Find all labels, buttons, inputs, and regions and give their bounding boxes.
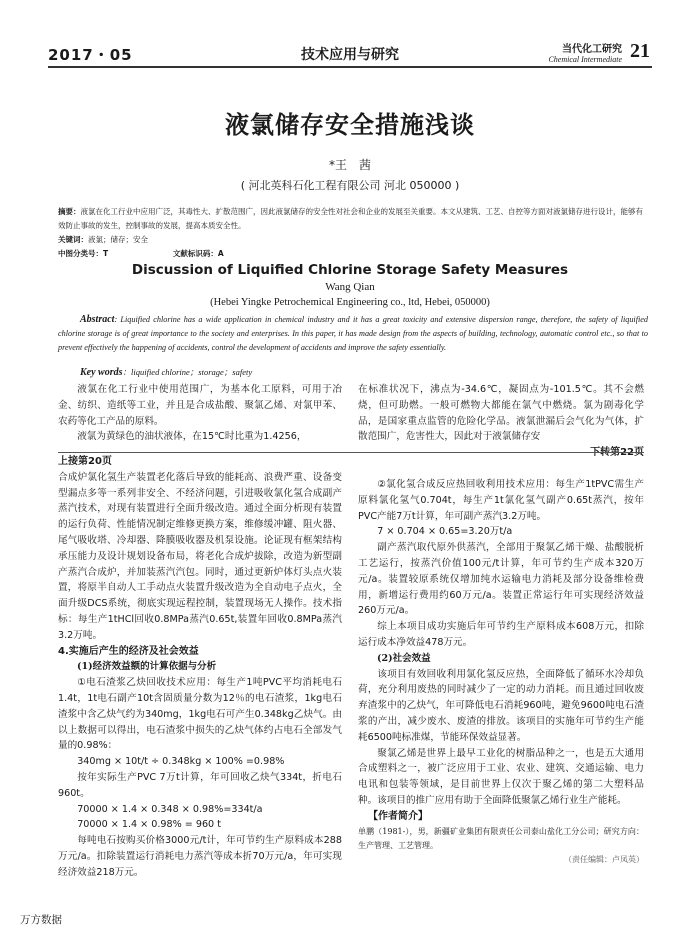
body-paragraph: 每吨电石按购买价格3000元/t计，年可节约生产原料成本288万元/a。扣除装置运行消耗电力蒸汽等成本折70万元/a，年可实现经济效益218万元。 xyxy=(58,835,342,878)
intro-left-column xyxy=(58,382,342,445)
journal-name-cn: 当代化工研究 xyxy=(562,44,622,55)
continued-to-label xyxy=(358,445,644,461)
body-paragraph: 副产蒸汽取代原外供蒸汽，全部用于聚氯乙烯干燥、盐酸脱析工艺运行，按蒸汽价值100元/t计算，年可节约生产成本320万元/a。装置较原系统仅增加纯水运输电力消耗及部分设备维检费用，新增运行费用约60万元/a。装置正常运行年可实现经济效益260万元/a。 xyxy=(358,542,644,617)
clc-label: 中图分类号： xyxy=(58,249,103,258)
article-author: *王 茜 xyxy=(328,158,371,172)
intro-paragraph: 液氯在化工行业中使用范围广，为基本化工原料，可用于冶金、纺织、造纸等工业，并且是合成盐酸、聚氯乙烯、对氯甲苯、农药等化工产品的原料。 xyxy=(58,384,342,427)
formula: 340mg × 10t/t ÷ 0.348kg × 100% =0.98% xyxy=(77,756,285,768)
header-rule xyxy=(48,66,652,68)
formula: 70000 × 1.4 × 0.348 × 0.98%=334t/a xyxy=(77,803,263,815)
journal-name-en: Chemical Intermediate xyxy=(548,55,622,64)
english-author: Wang Qian xyxy=(325,281,375,293)
body-paragraph: ①电石渣浆乙炔回收技术应用：每生产1吨PVC平均消耗电石1.4t，1t电石副产10t含固质量分数为12％的电石渣浆，1kg电石渣浆中含乙炔气约为340mg，1kg电石可产生0.348kg乙炔气。由以上数据可以得出，电石渣浆中损失的乙炔气体约占电石全部发气量的0.98%： xyxy=(58,677,342,752)
section-divider xyxy=(58,452,644,453)
english-title: Discussion of Liquified Chlorine Storage Safety Measures xyxy=(131,262,569,278)
issue-number: 2017・05 xyxy=(48,46,133,64)
formula: 7 × 0.704 × 0.65=3.20万t/a xyxy=(377,526,513,538)
body-paragraph: 按年实际生产PVC 7万t计算，年可回收乙炔气334t，折电石960t。 xyxy=(58,771,342,799)
body-paragraph: 聚氯乙烯是世界上最早工业化的树脂品种之一，也是五大通用合成塑料之一，被广泛应用于工业、农业、建筑、交通运输、电力电讯和包装等领域，是目前世界上仅次于聚乙烯的第二大塑料品种。该项目的推广应用有助于全面降低聚氯乙烯行业生产能耗。 xyxy=(358,747,644,806)
continuation-left-column xyxy=(58,454,342,881)
body-paragraph: 该项目有效回收利用氯化氢反应热，全面降低了循环水冷却负荷，充分利用废热的同时减少了一定的动力消耗。而且通过回收废弃渣浆中的乙炔气，年可降低电石消耗960吨，避免9600吨电石渣浆的产出，减少废水、废渣的排放。该项目的实施年可节约生产能耗6500吨标准煤，节能环保效益显著。 xyxy=(358,668,644,743)
subsection-heading: (1)经济效益额的计算依据与分析 xyxy=(77,661,217,673)
keywords-text: 液氯；储存；安全 xyxy=(88,235,148,244)
continuation-right-column xyxy=(358,477,644,867)
keywords-label: 关键词： xyxy=(58,235,88,244)
english-affiliation: (Hebei Yingke Petrochemical Engineering co., ltd, Hebei, 050000) xyxy=(210,297,490,308)
page-number: 21 xyxy=(630,40,650,62)
author-bio-heading: 【作者简介】 xyxy=(368,810,428,822)
intro-right-column xyxy=(358,382,644,461)
english-keywords-text: ：liquified chlorine；storage；safety xyxy=(122,367,253,377)
abstract-label: 摘要： xyxy=(58,207,81,216)
doc-code-value: A xyxy=(217,249,224,258)
editor-credit: （责任编辑：卢凤英） xyxy=(564,854,644,864)
journal-masthead xyxy=(548,40,622,64)
abstract-text: 液氯在化工行业中应用广泛，其毒性大、扩散范围广，因此液氯储存的安全性对社会和企业的发展至关重要。本文从建筑、工艺、自控等方面对液氯储存进行设计，能够有效防止事故的发生，控制事故的发展，提高本质安全性。 xyxy=(58,207,643,230)
intro-paragraph: 液氯为黄绿色的油状液体，在15℃时比重为1.4256， xyxy=(77,431,307,443)
section-heading: 4.实施后产生的经济及社会效益 xyxy=(58,645,199,657)
author-bio: 单鹏（1981-），男，新疆矿业集团有限责任公司泰山盐化工分公司；研究方向：生产管理、工艺管理。 xyxy=(358,826,644,850)
english-keywords xyxy=(80,366,252,378)
body-paragraph: ②氯化氢合成反应热回收利用技术应用：每生产1tPVC需生产原料氯化氢气0.704t，每生产1t氯化氢气副产0.65t蒸汽，按年PVC产能7万t计算，年可副产蒸汽3.2万吨。 xyxy=(358,479,644,522)
english-keywords-label: Key words xyxy=(80,367,123,378)
english-abstract xyxy=(58,313,648,355)
formula: 70000 × 1.4 × 0.98% = 960 t xyxy=(77,819,221,831)
clc-value: T xyxy=(103,249,109,258)
english-abstract-label: Abstract xyxy=(80,314,115,325)
continued-from-label: 上接第20页 xyxy=(58,456,112,467)
english-abstract-text: : Liquified chlorine has a wide application in chemical industry and it has a great toxicity and extensive dispersion range, therefore, the safety of liquified chlorine storage is of great importance to the society and enterprises. In this paper, it has made design from the aspects of building, technology, automatic control etc., so that to prevent effectively the happening of accidents, control the development of accidents and improve the safety essentially. xyxy=(58,315,648,352)
article-affiliation: ( 河北英科石化工程有限公司 河北 050000 ) xyxy=(240,179,460,192)
doc-code-label: 文献标识码： xyxy=(172,249,218,258)
intro-paragraph: 在标准状况下，沸点为-34.6℃，凝固点为-101.5℃。其不会燃烧，但可助燃。一般可燃物大都能在氯气中燃烧。氯为剧毒化学品，是国家重点监管的危险化学品。液氯泄漏后会气化为气体，扩散范围广，危害性大，因此对于液氯储存安 xyxy=(358,384,644,443)
article-title: 液氯储存安全措施浅谈 xyxy=(225,111,475,139)
body-paragraph: 综上本项目成功实施后年可节约生产原料成本608万元，扣除运行成本净效益478万元。 xyxy=(358,621,644,648)
watermark-text: 万方数据 xyxy=(20,914,62,926)
abstract-cn xyxy=(58,205,648,261)
subsection-heading: (2)社会效益 xyxy=(377,652,431,664)
body-paragraph: 合成炉氯化氢生产装置老化落后导致的能耗高、浪费严重、设备变型漏点多等一系列非安全、不经济问题，引进吸收氯化氢合成副产蒸汽技术，对现有装置进行全面升级改造。通过全面分析现有装置的运行负荷、性能情况制定维修更换方案，维修缓冲罐、阻火器、尾气吸收塔、冷却器、降膜吸收器及机泵设施。论证现有框架结构承压能力及设计规划设备布局，将老化合成炉拔除，改造为新型副产蒸汽合成炉，并加装蒸汽汽包。同时，通过更新炉体灯头点火装置，将原半自动人工手动点火装置升级改造为全自动电子点火，全面升级DCS系统，彻底实现远程控制，装置现场无人操作。技术指标：每生产1tHCl回收0.8MPa蒸汽0.65t,装置年回收0.8MPa蒸汽3.2万吨。 xyxy=(58,471,342,641)
section-title: 技术应用与研究 xyxy=(301,47,399,63)
